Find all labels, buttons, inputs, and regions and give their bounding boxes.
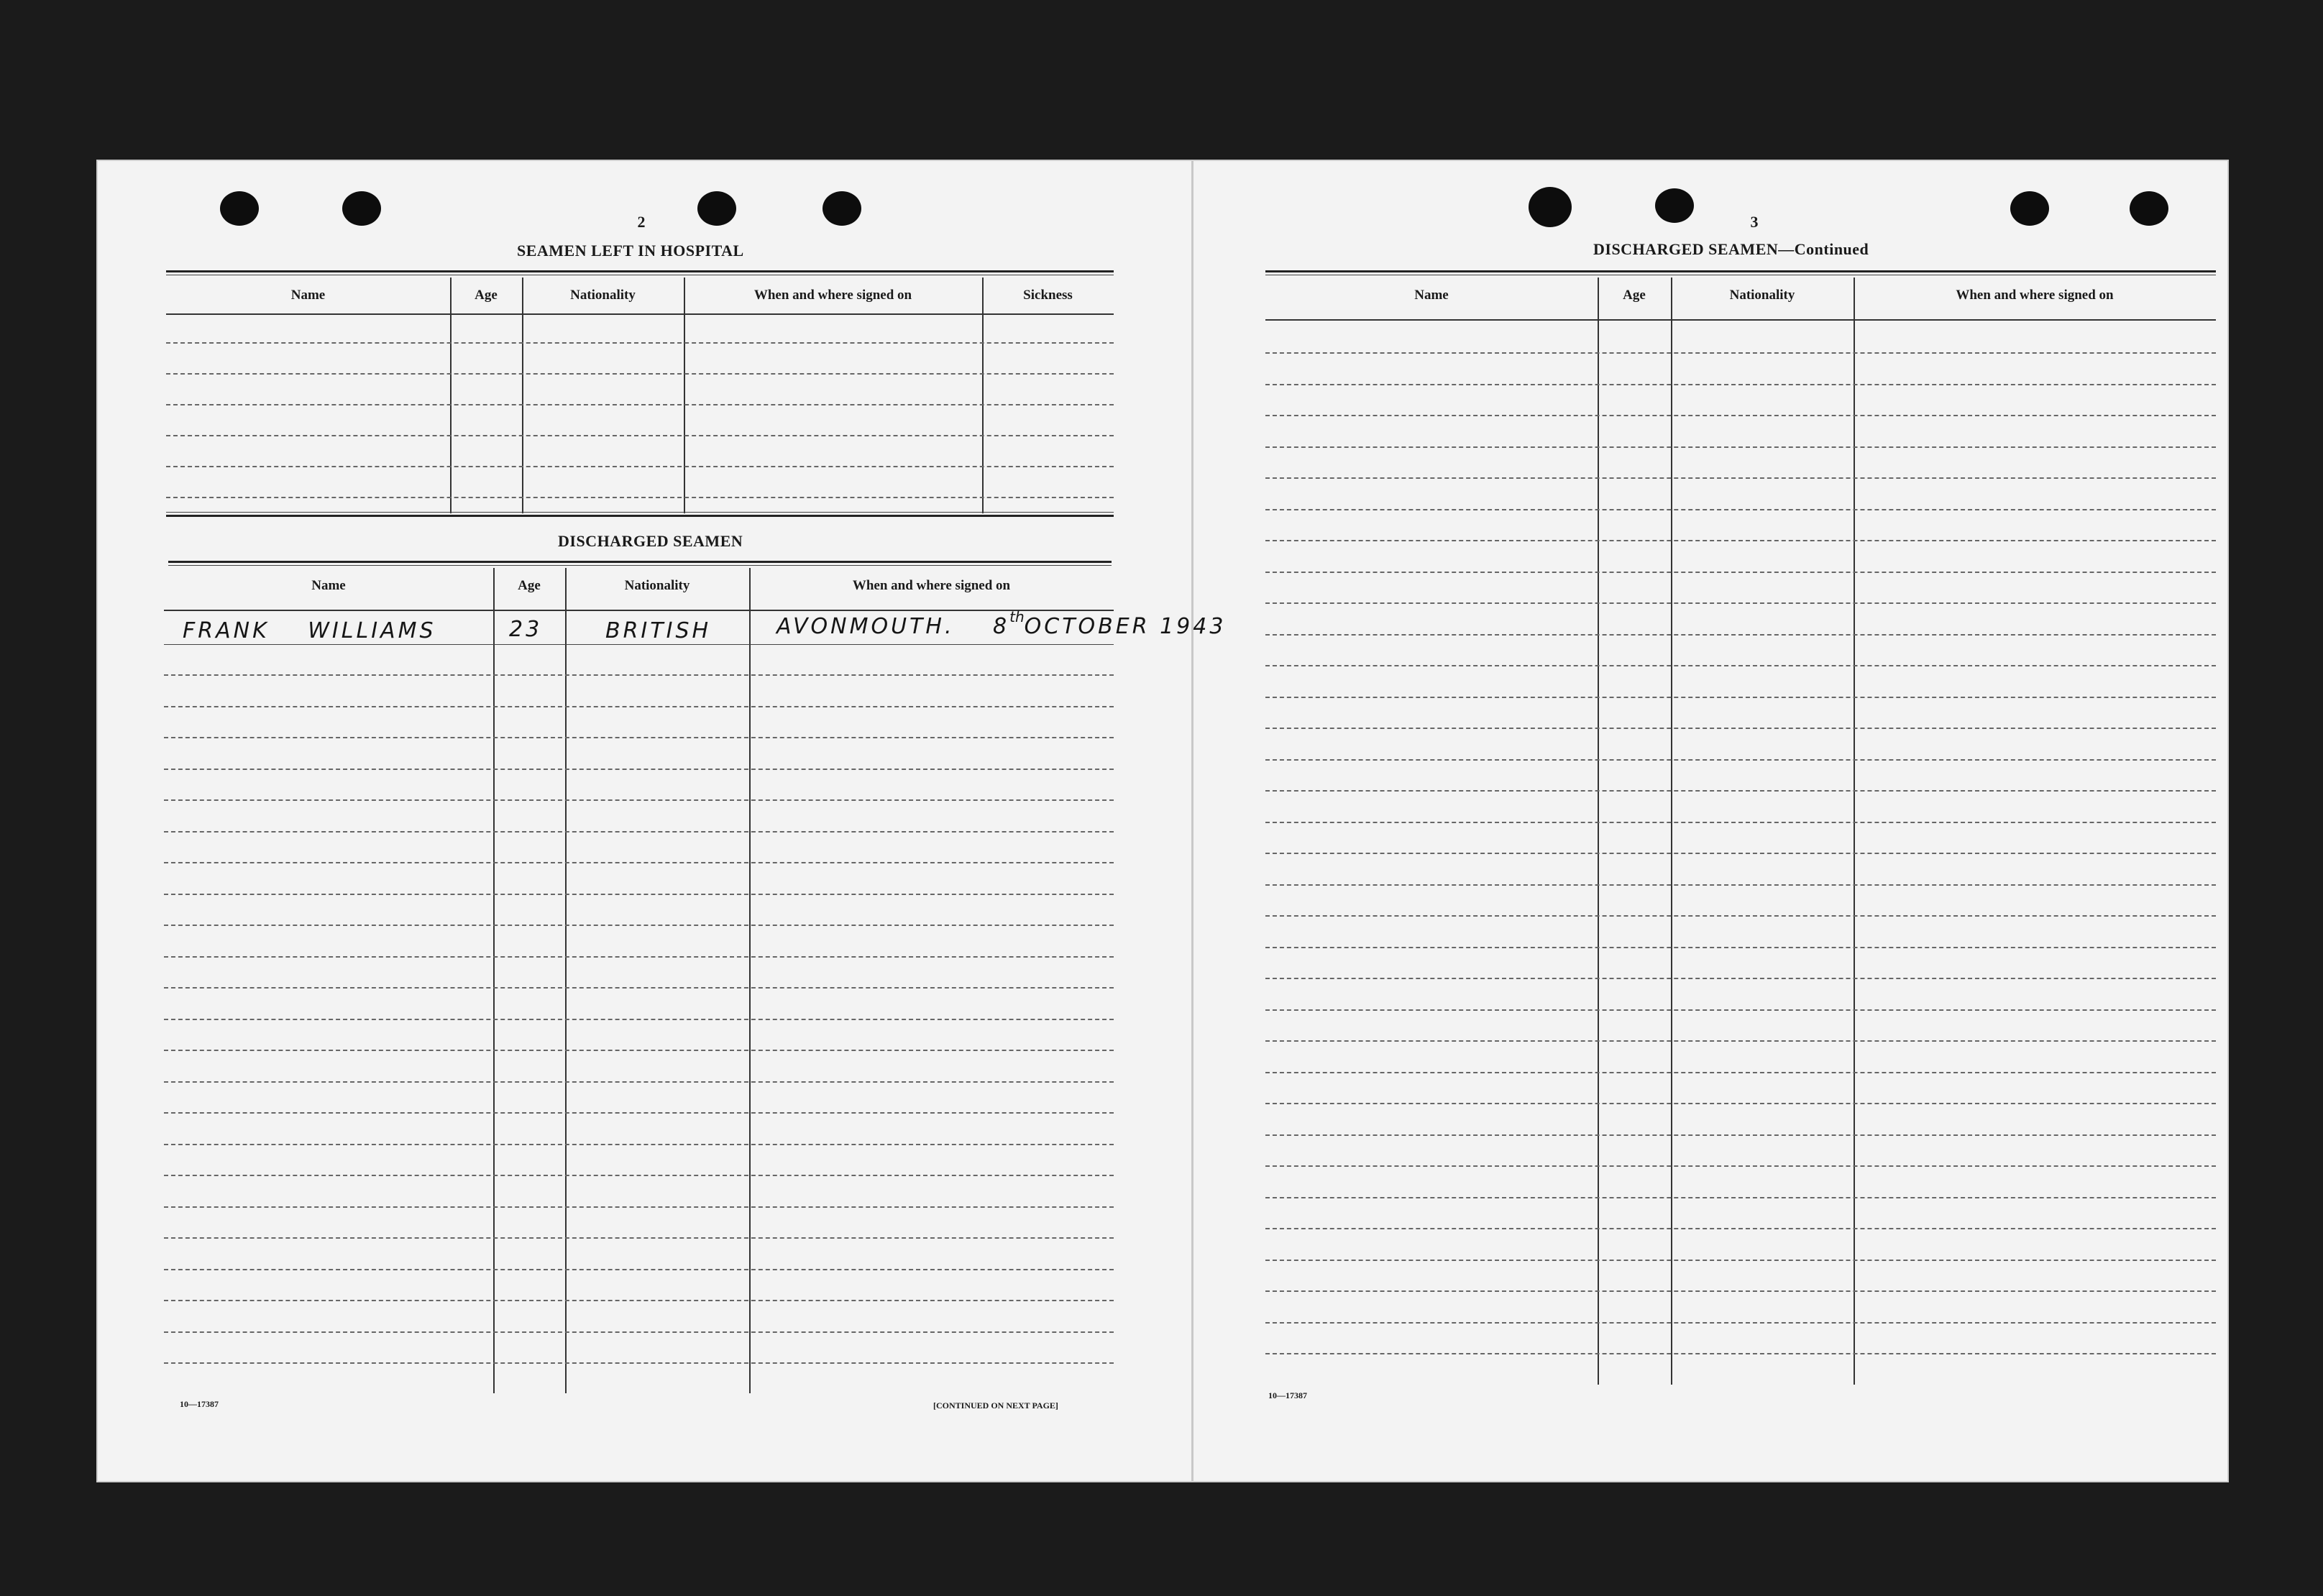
row-line <box>164 956 1114 958</box>
row-line <box>166 466 1114 467</box>
row-line <box>164 1144 1114 1145</box>
row-line <box>164 1019 1114 1020</box>
column-header: When and where signed on <box>852 578 1011 593</box>
row-line <box>166 342 1114 344</box>
row-line <box>1265 634 2216 636</box>
row-line <box>1265 1260 2216 1261</box>
header-underline <box>164 610 1114 611</box>
column-header: Nationality <box>624 578 690 593</box>
row-line <box>1265 853 2216 854</box>
row-line <box>1265 947 2216 948</box>
row-line <box>1265 978 2216 979</box>
row-line <box>164 737 1114 738</box>
right-page <box>1193 161 2227 1481</box>
row-line <box>164 1081 1114 1083</box>
row-line <box>164 1362 1114 1364</box>
row-line <box>1265 572 2216 573</box>
row-line <box>164 1050 1114 1051</box>
entry-signed-on-day: 8 <box>993 614 1010 639</box>
row-line <box>1265 540 2216 541</box>
discharged-section-title: DISCHARGED SEAMEN <box>558 532 743 550</box>
column-divider <box>522 278 523 513</box>
discharged-top-rule <box>168 561 1112 563</box>
row-line <box>1265 384 2216 385</box>
column-divider <box>1854 278 1855 1385</box>
row-line <box>166 373 1114 375</box>
row-line <box>1265 1165 2216 1167</box>
row-line <box>1265 665 2216 666</box>
row-line <box>164 925 1114 926</box>
row-line <box>1265 1322 2216 1324</box>
row-line <box>164 706 1114 707</box>
row-line <box>1265 1197 2216 1198</box>
column-header: Name <box>290 288 326 303</box>
row-line <box>1265 1040 2216 1042</box>
column-divider <box>450 278 452 513</box>
entry-signed-on <box>776 608 1227 639</box>
column-divider <box>684 278 685 513</box>
column-header: Sickness <box>1023 288 1073 303</box>
row-line <box>164 799 1114 801</box>
row-line <box>164 1206 1114 1208</box>
row-line <box>164 1175 1114 1176</box>
entry-signed-on-date: OCTOBER 1943 <box>1024 614 1227 639</box>
left-page <box>98 161 1227 1481</box>
row-line <box>164 1269 1114 1270</box>
row-line <box>164 831 1114 833</box>
row-line <box>1265 446 2216 448</box>
row-line <box>164 1237 1114 1239</box>
row-line <box>164 862 1114 863</box>
entry-age: 23 <box>509 617 543 642</box>
row-line <box>166 404 1114 405</box>
column-header: Name <box>311 578 346 593</box>
document-sheet <box>96 160 2229 1482</box>
row-line <box>1265 1228 2216 1229</box>
row-line <box>164 644 1114 645</box>
header-underline <box>166 313 1114 315</box>
row-line <box>1265 884 2216 886</box>
row-line <box>164 1112 1114 1114</box>
continued-top-rule <box>1265 270 2216 272</box>
column-header: When and where signed on <box>753 288 912 303</box>
row-line <box>1265 477 2216 479</box>
row-line <box>1265 1134 2216 1136</box>
column-divider <box>1598 278 1599 1385</box>
entry-signed-on-suffix: th <box>1009 608 1025 625</box>
row-line <box>1265 728 2216 729</box>
row-line <box>1265 1009 2216 1011</box>
row-line <box>164 894 1114 895</box>
row-line <box>1265 790 2216 792</box>
hospital-bottom-rule <box>166 515 1114 517</box>
page-number: 3 <box>1750 213 1759 231</box>
form-number: 10—17387 <box>1268 1390 1307 1400</box>
row-line <box>1265 1290 2216 1292</box>
row-line <box>166 497 1114 498</box>
row-line <box>1265 1353 2216 1354</box>
entry-name: FRANK WILLIAMS <box>183 618 436 643</box>
row-line <box>1265 759 2216 761</box>
column-header: Age <box>475 288 498 303</box>
discharged-continued-title: DISCHARGED SEAMEN—Continued <box>1593 240 1869 258</box>
row-line <box>166 435 1114 436</box>
column-header: When and where signed on <box>1956 288 2114 303</box>
row-line <box>164 674 1114 676</box>
column-divider <box>1671 278 1672 1385</box>
column-header: Nationality <box>570 288 636 303</box>
row-line <box>1265 697 2216 698</box>
row-line <box>164 1300 1114 1301</box>
entry-nationality: BRITISH <box>605 618 712 643</box>
row-line <box>1265 915 2216 917</box>
row-line <box>1265 1103 2216 1104</box>
row-line <box>1265 1072 2216 1073</box>
hospital-section-title: SEAMEN LEFT IN HOSPITAL <box>517 242 744 260</box>
row-line <box>1265 822 2216 823</box>
row-line <box>164 1331 1114 1333</box>
row-line <box>1265 352 2216 354</box>
column-divider <box>982 278 984 513</box>
hospital-top-rule <box>166 270 1114 272</box>
row-line <box>164 987 1114 989</box>
entry-signed-on-place: AVONMOUTH. <box>776 614 955 639</box>
column-header: Nationality <box>1729 288 1795 303</box>
row-line <box>1265 509 2216 510</box>
row-line <box>1265 602 2216 604</box>
continued-note: [CONTINUED ON NEXT PAGE] <box>933 1400 1058 1411</box>
page-number: 2 <box>637 213 646 231</box>
column-header: Age <box>1623 288 1646 303</box>
column-header: Name <box>1414 288 1449 303</box>
row-line <box>164 769 1114 770</box>
column-header: Age <box>518 578 541 593</box>
form-number: 10—17387 <box>180 1399 219 1409</box>
header-underline <box>1265 319 2216 321</box>
row-line <box>1265 415 2216 416</box>
